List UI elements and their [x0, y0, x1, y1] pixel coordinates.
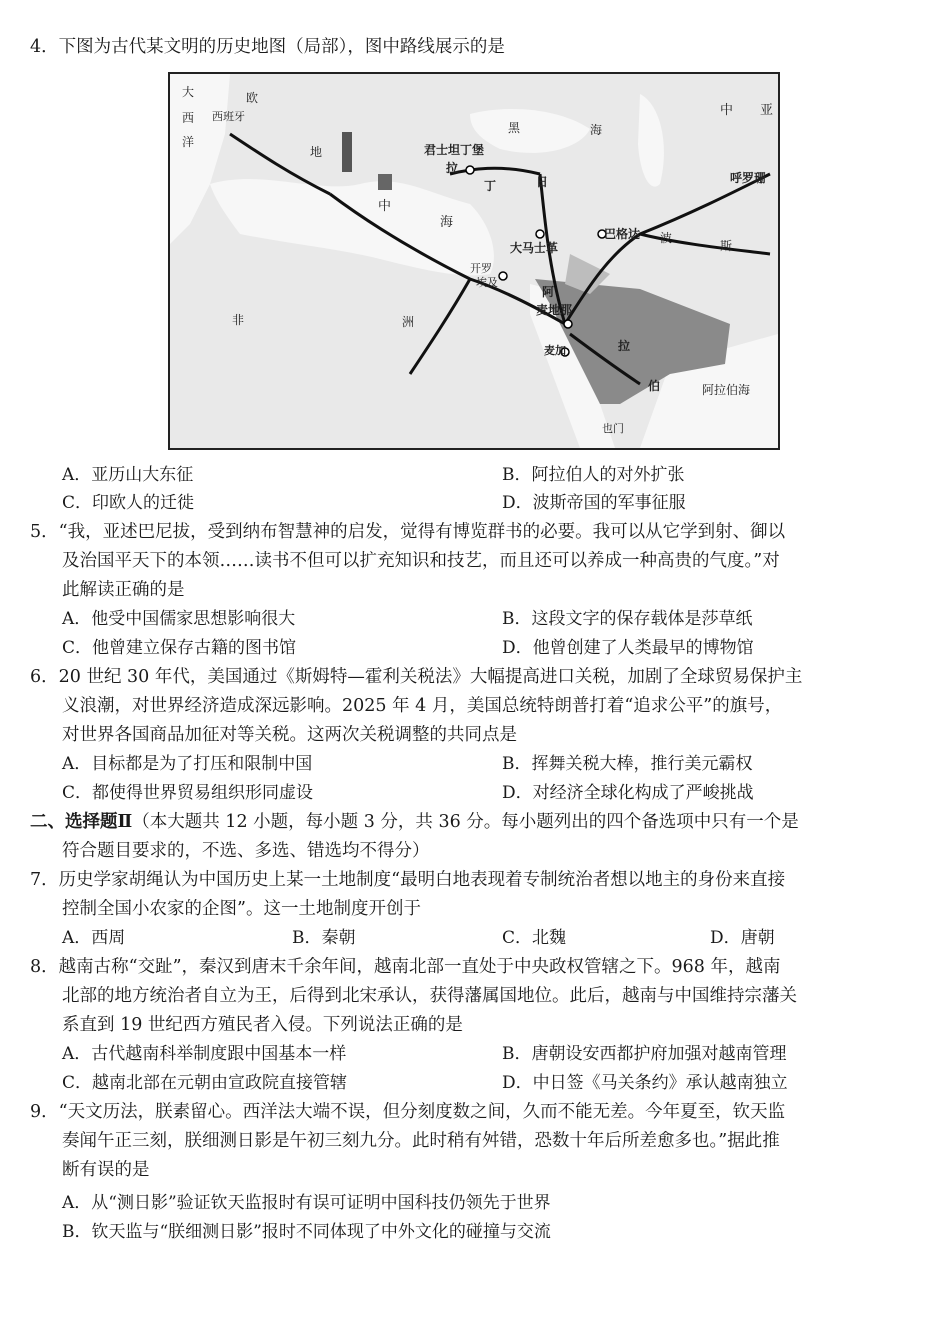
map-label-mecca: 麦加 [544, 344, 566, 357]
map-label-ri: 日 [536, 175, 549, 189]
q6-stem-line-3: 对世界各国商品加征对等关税。这两次关税调整的共同点是 [62, 725, 517, 745]
q5-stem-line-1: 5．“我，亚述巴尼拔，受到纳布智慧神的启发，觉得有博览群书的必要。我可以从它学到射、御以 [30, 522, 786, 542]
map-label-fei: 非 [232, 313, 245, 327]
q6-stem-line-2: 义浪潮，对世界经济造成深远影响。2025 年 4 月，美国总统特朗普打着“追求公平”的旗号， [62, 696, 783, 716]
q6-option-b: B．挥舞关税大棒，推行美元霸权 [502, 754, 753, 774]
section2-title: 二、选择题Ⅱ [30, 812, 133, 832]
map-label-a: 阿 [542, 285, 555, 299]
q4-stem: 4．下图为古代某文明的历史地图（局部），图中路线展示的是 [30, 37, 505, 57]
q8-option-a: A．古代越南科举制度跟中国基本一样 [62, 1044, 347, 1064]
map-label-xi: 西 [182, 111, 195, 125]
q6-option-c: C．都使得世界贸易组织形同虚设 [62, 783, 314, 803]
q6-option-a: A．目标都是为了打压和限制中国 [62, 754, 313, 774]
q5-stem-line-2: 及治国平天下的本领……读书不但可以扩充知识和技艺，而且还可以养成一种高贵的气度。”对 [62, 551, 780, 571]
map-label-di: 地 [310, 145, 323, 159]
q4-option-d: D．波斯帝国的军事征服 [502, 493, 686, 513]
map-label-constantinople: 君士坦丁堡 [424, 143, 485, 157]
map-label-bosi: 波 [660, 231, 673, 245]
q8-option-c: C．越南北部在元朝由宣政院直接管辖 [62, 1073, 348, 1093]
q4-option-a: A．亚历山大东征 [62, 465, 194, 485]
q7-stem-line-2: 控制全国小农家的企图”。这一土地制度开创于 [62, 899, 421, 919]
q6-option-d: D．对经济全球化构成了严峻挑战 [502, 783, 754, 803]
map-label-arabian-sea: 阿拉伯海 [702, 383, 751, 397]
q8-stem-line-1: 8．越南古称“交趾”，秦汉到唐末千余年间，越南北部一直处于中央政权管辖之下。968 年，越南 [30, 957, 781, 977]
q8-option-b: B．唐朝设安西都护府加强对越南管理 [502, 1044, 787, 1064]
q4-option-b: B．阿拉伯人的对外扩张 [502, 465, 685, 485]
map-label-si: 斯 [720, 239, 733, 253]
section2-desc-line-2: 符合题目要求的，不选、多选、错选均不得分） [62, 841, 430, 861]
map-label-xibanya: 西班牙 [212, 110, 245, 123]
q7-stem-line-1: 7．历史学家胡绳认为中国历史上某一土地制度“最明白地表现着专制统治者想以地主的身份来直接 [30, 870, 786, 890]
map-label-yang: 洋 [182, 135, 195, 149]
map-label-la: 拉 [446, 161, 459, 175]
q7-option-b: B．秦朝 [292, 928, 356, 948]
map-label-damascus: 大马士革 [510, 241, 559, 255]
q5-option-b: B．这段文字的保存载体是莎草纸 [502, 609, 753, 629]
map-label-hai2: 海 [590, 123, 603, 137]
section2-desc-line-1: （本大题共 12 小题，每小题 3 分，共 36 分。每小题列出的四个备选项中只有一个是 [132, 812, 799, 832]
q8-option-d: D．中日签《马关条约》承认越南独立 [502, 1073, 788, 1093]
map-label-zhongya: 中 [720, 103, 734, 118]
map-svg [170, 74, 778, 448]
q9-stem-line-3: 断有误的是 [62, 1160, 150, 1180]
map-label-hai: 海 [440, 215, 454, 230]
q7-option-c: C．北魏 [502, 928, 567, 948]
q8-stem-line-3: 系直到 19 世纪西方殖民者入侵。下列说法正确的是 [62, 1015, 463, 1035]
q5-option-a: A．他受中国儒家思想影响很大 [62, 609, 296, 629]
q9-option-b: B．钦天监与“朕细测日影”报时不同体现了中外文化的碰撞与交流 [62, 1222, 551, 1242]
q9-stem-line-2: 奏闻午正三刻，朕细测日影是午初三刻九分。此时稍有舛错，恐数十年后所差愈多也。”据此推 [62, 1131, 780, 1151]
q9-option-a: A．从“测日影”验证钦天监报时有误可证明中国科技仍领先于世界 [62, 1193, 551, 1213]
map-label-ya: 亚 [760, 103, 774, 118]
map-label-egypt: 埃及 [476, 276, 498, 289]
q7-option-d: D．唐朝 [710, 928, 775, 948]
map-label-ou: 欧 [246, 91, 259, 105]
q6-stem-line-1: 6．20 世纪 30 年代，美国通过《斯姆特—霍利关税法》大幅提高进口关税，加剧了全球贸易保护主 [30, 667, 803, 687]
q5-stem-line-3: 此解读正确的是 [62, 580, 185, 600]
q9-stem-line-1: 9．“天文历法，朕素留心。西洋法大端不误，但分刻度数之间，久而不能无差。今年夏至，钦天监 [30, 1102, 786, 1122]
q5-option-d: D．他曾创建了人类最早的博物馆 [502, 638, 754, 658]
history-map [168, 72, 780, 450]
q4-option-c: C．印欧人的迁徙 [62, 493, 195, 513]
section2-header [30, 809, 930, 835]
q7-option-a: A．西周 [62, 928, 126, 948]
q5-option-c: C．他曾建立保存古籍的图书馆 [62, 638, 297, 658]
map-label-zhong: 中 [378, 199, 392, 214]
map-label-hei: 黑 [508, 121, 521, 135]
map-label-la2: 拉 [618, 339, 631, 353]
q8-stem-line-2: 北部的地方统治者自立为王，后得到北宋承认，获得藩属国地位。此后，越南与中国维持宗藩关 [62, 986, 797, 1006]
map-label-bo: 伯 [648, 379, 661, 393]
map-label-ding: 丁 [484, 179, 497, 193]
map-label-khorasan: 呼罗珊 [730, 171, 767, 185]
map-label-medina: 麦地那 [536, 303, 573, 317]
map-label-da: 大 [182, 85, 195, 99]
map-label-cairo: 开罗 [470, 262, 492, 275]
map-label-yemen: 也门 [602, 422, 624, 435]
map-label-zhou: 洲 [402, 315, 415, 329]
map-label-baghdad: 巴格达 [604, 227, 641, 241]
